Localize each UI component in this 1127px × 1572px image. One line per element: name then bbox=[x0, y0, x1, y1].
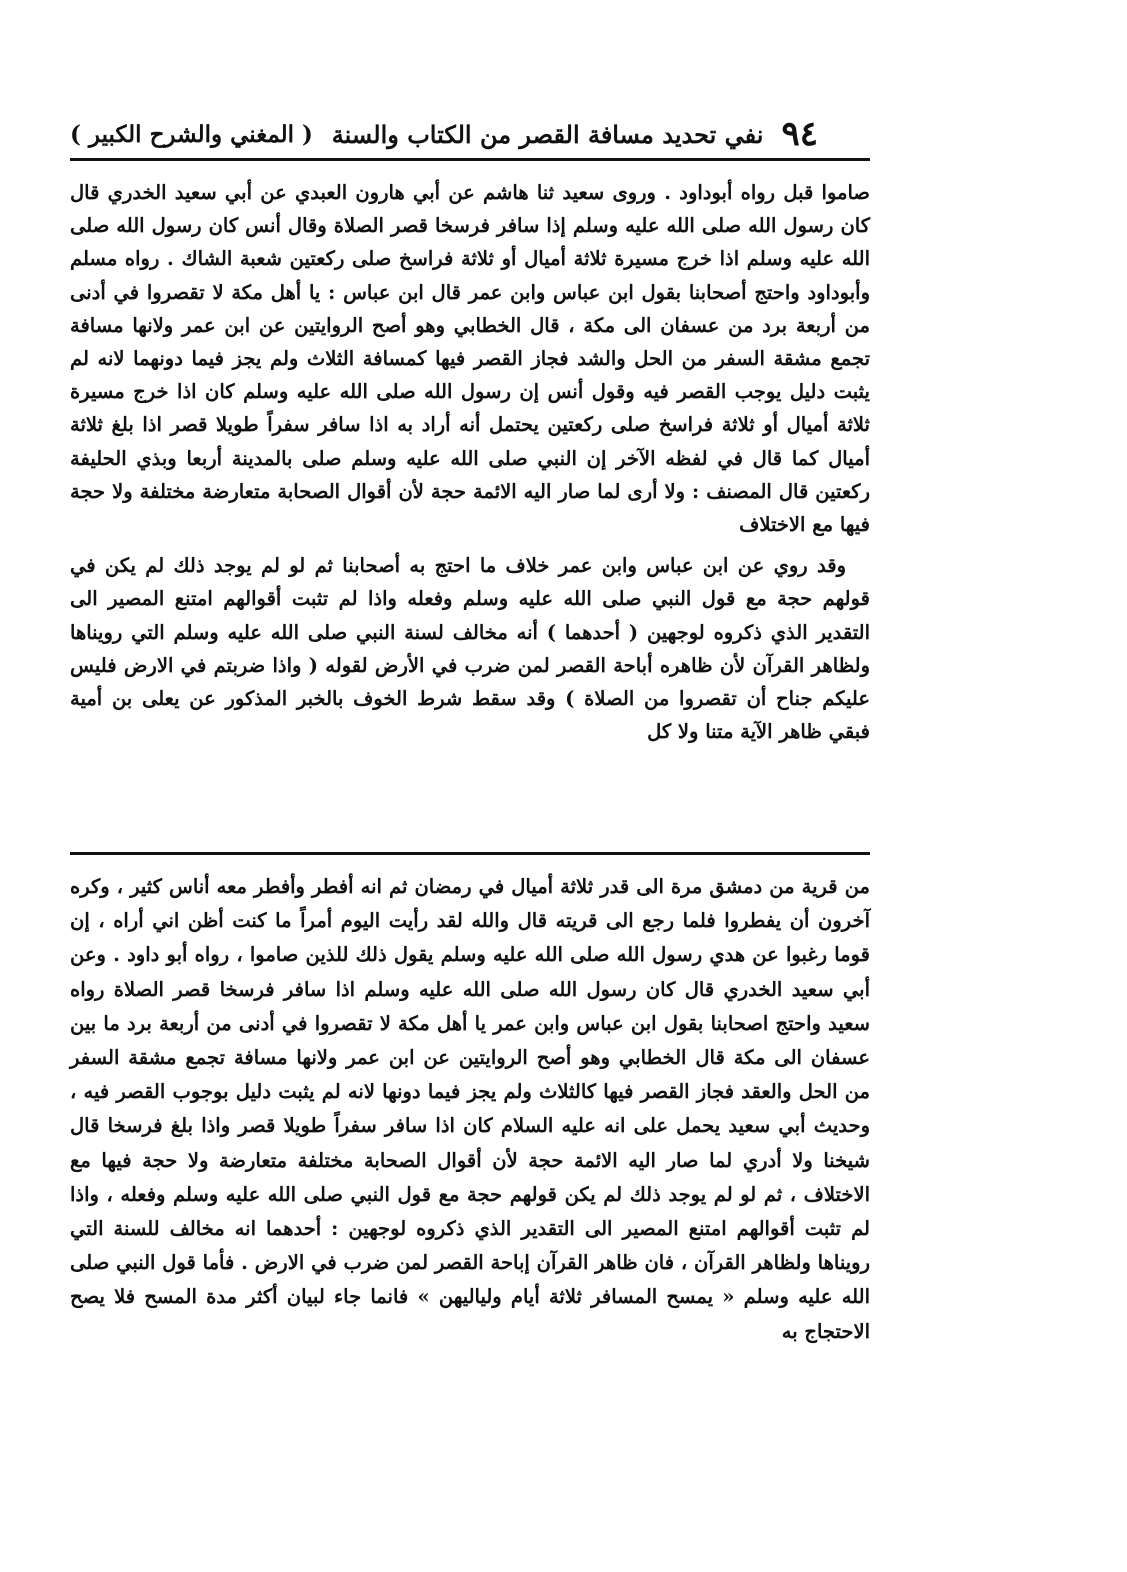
page-number: ٩٤ bbox=[781, 114, 818, 154]
footnote-divider bbox=[70, 852, 870, 855]
main-paragraph: وقد روي عن ابن عباس وابن عمر خلاف ما احتج به أصحابنا ثم لو لم يوجد ذلك لم يكن في قولهم حجة مع قول النبي صلى الله عليه وسلم وفعله واذا لم تثبت أقوالهم امتنع المصير الى التقدير الذي ذكروه لوجهين ( أحدهما ) أنه مخالف لسنة النبي صلى الله عليه وسلم التي رويناها ولظاهر القرآن لأن ظاهره أباحة القصر لمن ضرب في الأرض لقوله ( واذا ضربتم في الارض فليس عليكم جناح أن تقصروا من الصلاة ) وقد سقط شرط الخوف بالخبر المذكور عن يعلى بن أمية فبقي ظاهر الآية متنا ولا كل bbox=[70, 554, 870, 744]
header-rule bbox=[70, 158, 870, 161]
main-paragraph: صاموا قبل رواه أبوداود . وروى سعيد ثنا هاشم عن أبي هارون العبدي عن أبي سعيد الخدري قال كان رسول الله صلى الله عليه وسلم إذا سافر فرسخا قصر الصلاة وقال أنس كان رسول الله صلى الله عليه وسلم اذا خرج مسيرة ثلاثة أميال أو ثلاثة فراسخ صلى ركعتين شعبة الشاك . رواه مسلم وأبوداود واحتج أصحابنا بقول ابن عباس وابن عمر قال ابن عباس : يا أهل مكة لا تقصروا في أدنى من أربعة برد من عسفان الى مكة ، قال الخطابي وهو أصح الروايتين عن ابن عمر ولانها مسافة تجمع مشقة السفر من الحل والشد فجاز القصر فيها كمسافة الثلاث ولم يجز فيما دونهما لانه لم يثبت دليل يوجب القصر فيه وقول أنس إن رسول الله صلى الله عليه وسلم كان اذا خرج مسيرة ثلاثة أميال أو ثلاثة فراسخ صلى ركعتين يحتمل أنه أراد به اذا سافر سفراً طويلا قصر اذا بلغ ثلاثة أميال كما قال في لفظه الآخر إن النبي صلى الله عليه وسلم صلى بالمدينة أربعا وبذي الحليفة ركعتين قال المصنف : ولا أرى لما صار اليه الائمة حجة لأن أقوال الصحابة متعارضة مختلفة ولا حجة فيها مع الاختلاف bbox=[70, 181, 870, 537]
document-page bbox=[70, 108, 870, 1528]
book-title: ( المغني والشرح الكبير ) bbox=[70, 120, 313, 148]
footnote-text bbox=[70, 870, 870, 1349]
page-header bbox=[70, 108, 870, 160]
footnote-paragraph: من قرية من دمشق مرة الى قدر ثلاثة أميال في رمضان ثم انه أفطر وأفطر معه أناس كثير ، وكره آخرون أن يفطروا فلما رجع الى قريته قال والله لقد رأيت اليوم أمراً ما كنت أظن اني أراه ، إن قوما رغبوا عن هدي رسول الله صلى الله عليه وسلم يقول ذلك للذين صاموا ، رواه أبو داود . وعن أبي سعيد الخدري قال كان رسول الله صلى الله عليه وسلم اذا سافر فرسخا قصر الصلاة رواه سعيد واحتج اصحابنا بقول ابن عباس وابن عمر يا أهل مكة لا تقصروا في أدنى من أربعة برد ما بين عسفان الى مكة قال الخطابي وهو أصح الروايتين عن ابن عمر ولانها مسافة تجمع مشقة السفر من الحل والعقد فجاز القصر فيها كالثلاث ولم يجز فيما دونها لانه لم يثبت دليل بوجوب القصر فيه ، وحديث أبي سعيد يحمل على انه عليه السلام كان اذا سافر سفراً طويلا قصر واذا بلغ فرسخا قال شيخنا ولا أدري لما صار اليه الائمة حجة لأن أقوال الصحابة مختلفة متعارضة ولا حجة فيها مع الاختلاف ، ثم لو لم يوجد ذلك لم يكن قولهم حجة مع قول النبي صلى الله عليه وسلم وفعله ، واذا لم تثبت أقوالهم امتنع المصير الى التقدير الذي ذكروه لوجهين : أحدهما انه مخالف للسنة التي رويناها ولظاهر القرآن ، فان ظاهر القرآن إباحة القصر لمن ضرب في الارض . فأما قول النبي صلى الله عليه وسلم « يمسح المسافر ثلاثة أيام ولياليهن » فانما جاء لبيان أكثر مدة المسح فلا يصح الاحتجاج به bbox=[70, 875, 870, 1343]
main-text bbox=[70, 176, 870, 748]
running-title: نفي تحديد مسافة القصر من الكتاب والسنة bbox=[331, 119, 764, 149]
